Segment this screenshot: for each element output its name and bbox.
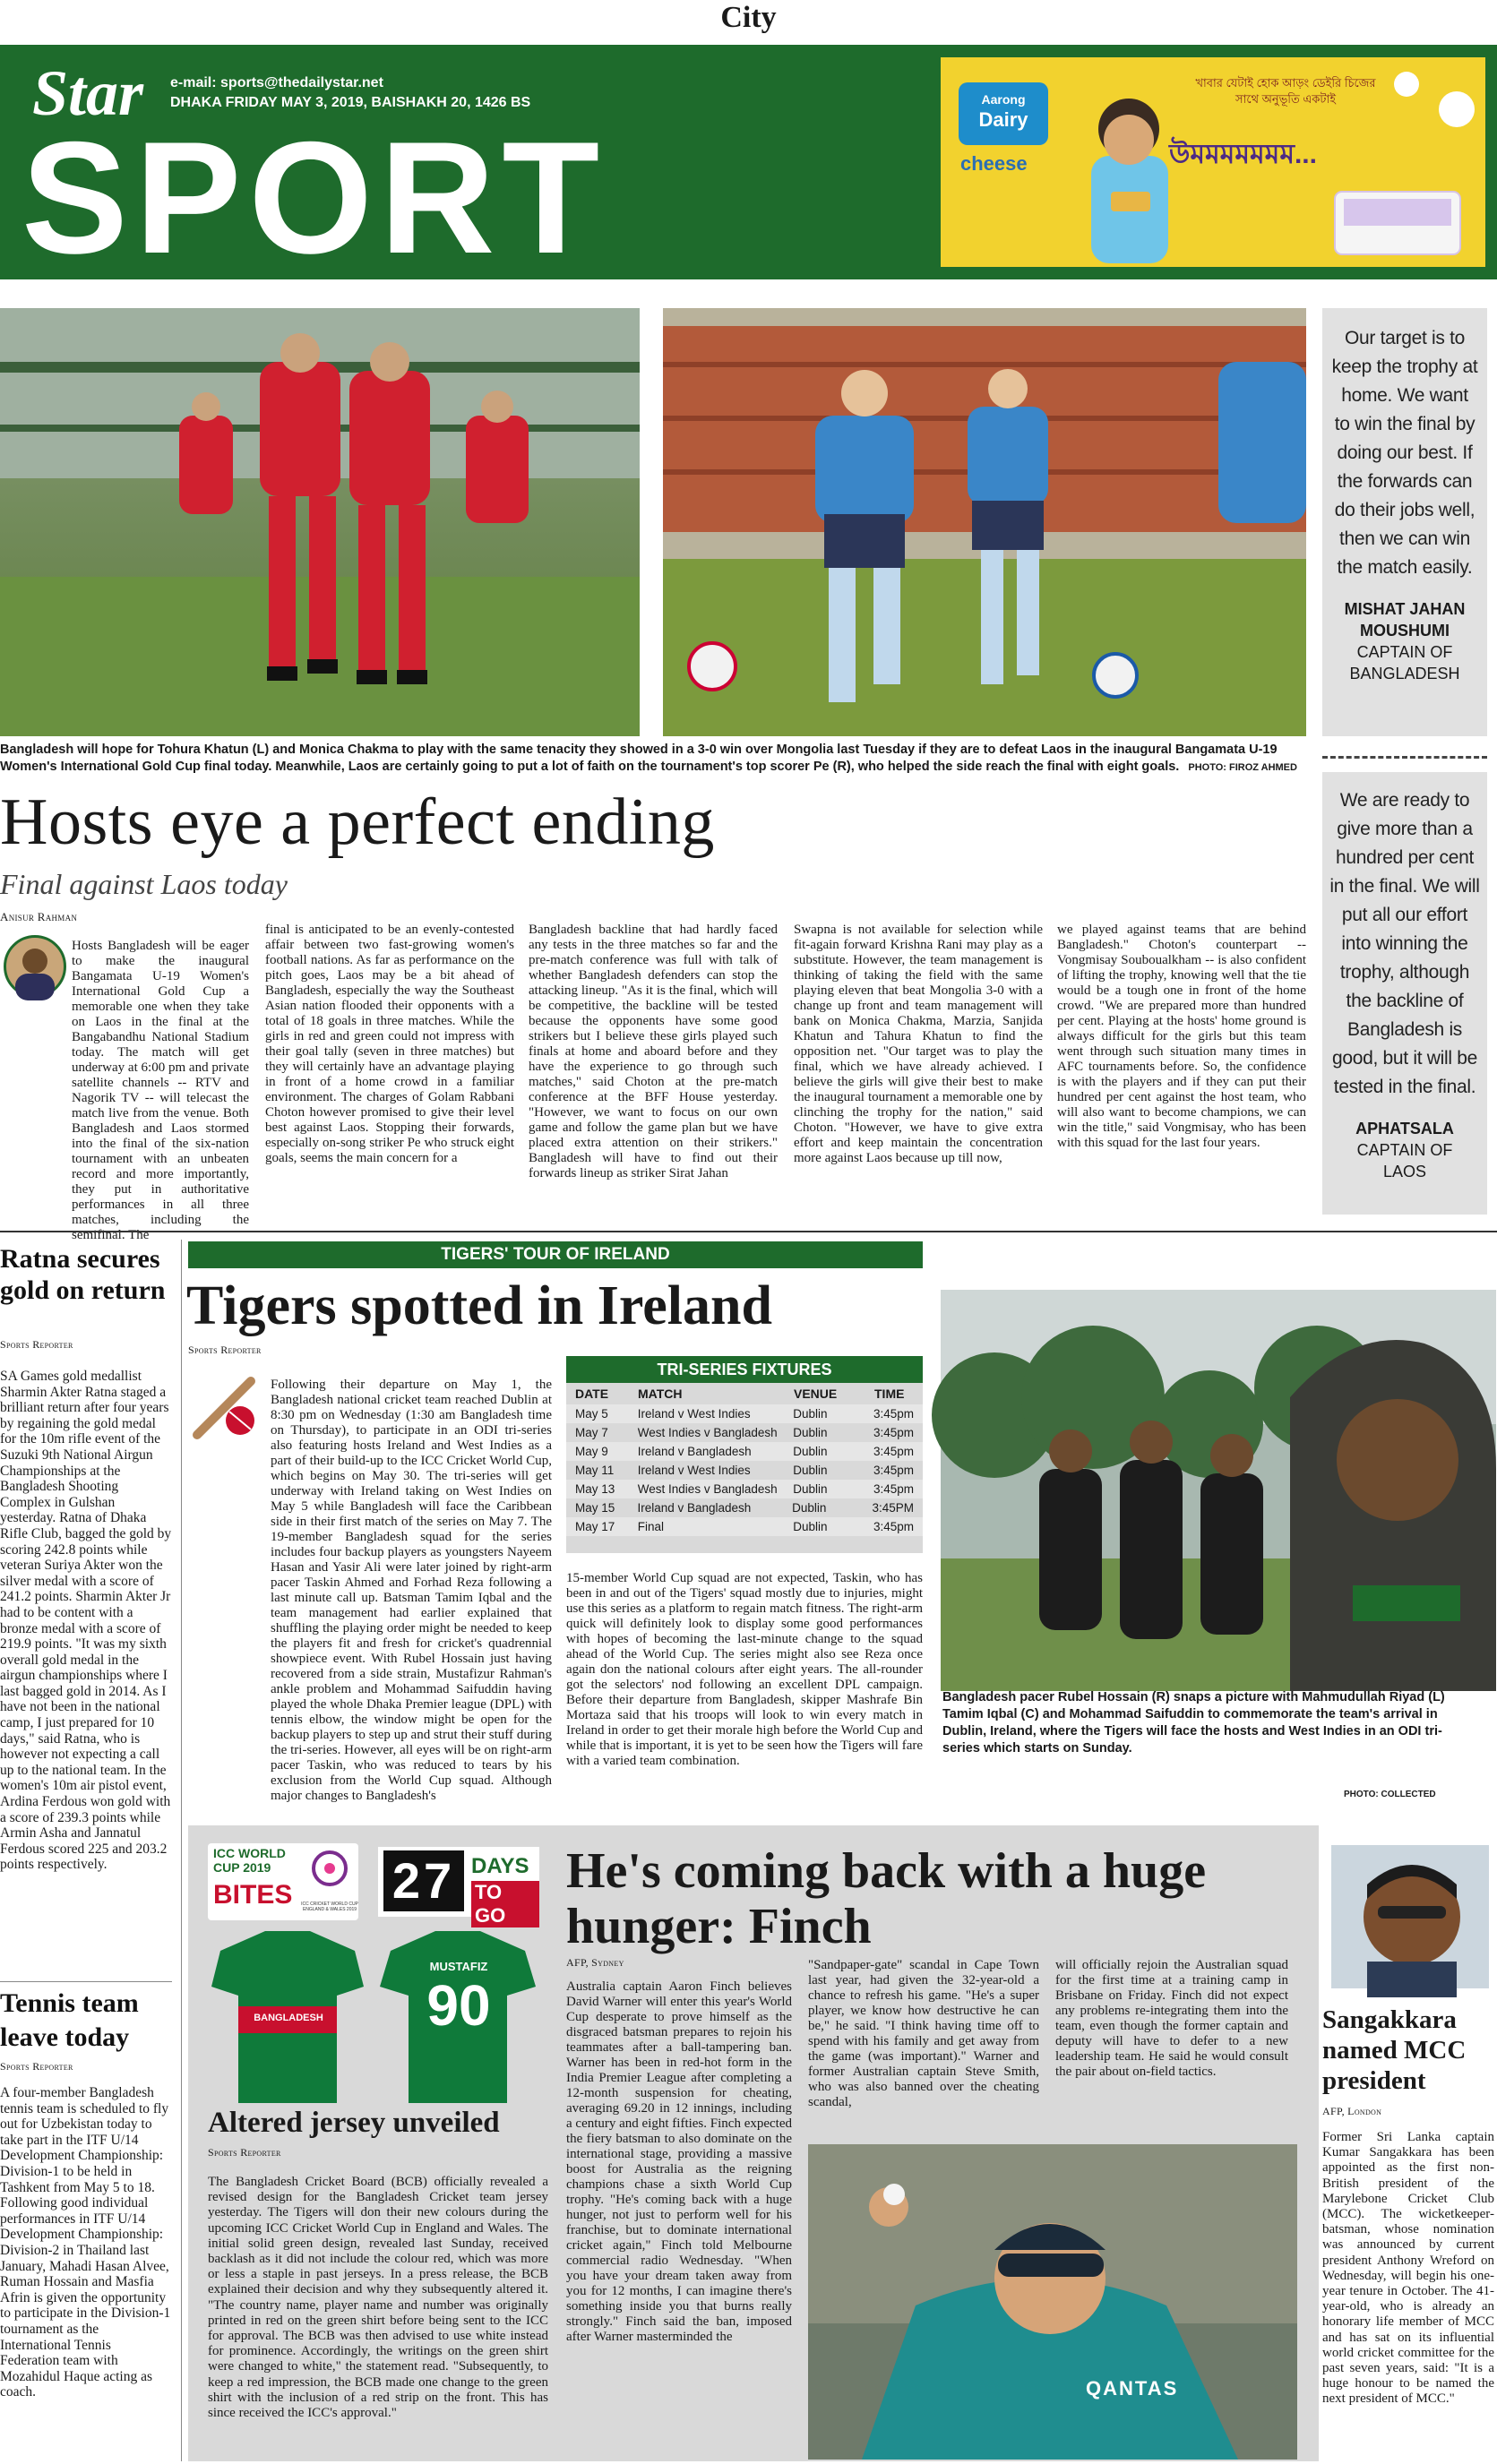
fixture-time: 3:45pm: [873, 1520, 914, 1533]
fixtures-row: [566, 1480, 923, 1498]
wc-event-label: ICC CRICKET WORLD CUP ENGLAND & WALES 2019: [301, 1902, 358, 1912]
tigers-col-1: [188, 1378, 552, 1815]
fixture-time: 3:45pm: [873, 1445, 914, 1458]
fixture-date: May 17: [575, 1520, 615, 1533]
finch-byline: AFP, Sydney: [566, 1956, 624, 1969]
ratna-headline: Ratna secures gold on return: [0, 1244, 166, 1305]
lead-col-2: [265, 923, 514, 1200]
finch-col-3: [1055, 1958, 1288, 2133]
fixture-match: Ireland v West Indies: [637, 1464, 751, 1477]
fixture-match: West Indies v Bangladesh: [637, 1482, 778, 1496]
fixtures-col-time: TIME: [874, 1387, 905, 1401]
ratna-byline: Sports Reporter: [0, 1338, 73, 1351]
lead-col-4: [794, 923, 1043, 1209]
fixture-time: 3:45pm: [873, 1464, 914, 1477]
photo-tigers-selfie: [941, 1290, 1496, 1691]
fixtures-row: [566, 1404, 923, 1423]
finch-col-3-text: will officially rejoin the Australian squad for the first time at a training camp in Brisbane on Friday. Finch did not expect any problems re-integrating them into the team, even though the former captain and deputy will have to defer to a new leadership team. He said he would consult the pair about on-field tactics.: [1055, 1958, 1288, 2079]
jersey-name: MUSTAFIZ: [429, 1960, 488, 1973]
finch-col-2: [808, 1958, 1039, 2133]
fixture-time: 3:45pm: [873, 1426, 914, 1439]
tigers-photo-credit: PHOTO: COLLECTED: [1344, 1790, 1436, 1799]
fixture-venue: Dublin: [793, 1464, 828, 1477]
edition-label: City: [720, 1, 777, 34]
lead-col-3: [529, 923, 778, 1209]
fixture-date: May 13: [575, 1482, 615, 1496]
quote-panel-laos: [1322, 772, 1487, 1215]
jersey-front-label: BANGLADESH: [254, 2013, 323, 2023]
fixture-date: May 5: [575, 1407, 608, 1421]
tigers-headline: Tigers spotted in Ireland: [186, 1275, 772, 1336]
quote-laos-text: We are ready to give more than a hundred per cent in the final. We will put all our effort into winning the trophy, although the backline of Bangladesh is good, but it will be tested in the final.: [1329, 790, 1480, 1097]
lead-photo-caption: [0, 742, 1306, 777]
quote-panel-bangladesh: [1322, 308, 1487, 736]
ad-brand-top: Aarong: [981, 92, 1026, 107]
fixture-match: Ireland v Bangladesh: [637, 1445, 752, 1458]
quote-laos-name: APHATSALA: [1355, 1120, 1454, 1138]
fixture-match: Ireland v Bangladesh: [637, 1501, 752, 1515]
sanga-photo: [1331, 1845, 1489, 1988]
tigers-kicker: TIGERS' TOUR OF IRELAND: [188, 1241, 923, 1268]
fixtures-col-venue: VENUE: [794, 1387, 838, 1401]
lead-col-3-text: Bangladesh backline that had hardly faced any tests in the three matches so far and the pre-match conference was full with talk of whether Bangladesh defenders can stop the attacking lineup. "As it is the final, which will be competitive, the backline will be tested because the opponents have some good strikers but I believe these girls played such finals at home and aboard before and they have the experience to go through such matches," said Choton at the pre-match conference at the BFF House yesterday. "However, we want to focus on our own game and follow the game plan but we have placed extra attention on their strikers." Bangladesh will have to find out their forwards lineup as striker Sirat Jahan: [529, 923, 778, 1180]
quote-divider: [1322, 756, 1487, 759]
lead-col-1: [0, 939, 249, 1242]
photo-bangladesh-players: [0, 308, 640, 736]
ratna-body: SA Games gold medallist Sharmin Akter Ratna staged a brilliant return after four years by regaining the gold medal for the 10m rifle event of the Suzuki 9th National Airgun Championships at the Bangladesh Shooting Complex in Gulshan yesterday. Ratna of Dhaka Rifle Club, bagged the gold by scoring 242.8 points while veteran Suriya Akter won the silver medal with a score of 241.2 points. Sharmin Akter Jr had to be content with a bronze medal with a score of 219.9 points. "It was my sixth overall gold medal in the airgun championships where I last bagged gold in 2014. As I have not been in the national camp, I just prepared for 10 days," said Ratna, who is however not expecting a call up to the national team. In the women's 10m air pistol event, Ardina Ferdous won gold with a score of 239.3 points while Armin Asha and Jannatul Ferdous scored 225 and 203.2 points respectively.: [0, 1369, 172, 1873]
countdown-to-go: TO GO: [471, 1881, 539, 1927]
countdown-box[interactable]: [378, 1847, 539, 1927]
fixtures-header-row: [566, 1383, 923, 1404]
fixtures-col-match: MATCH: [638, 1387, 683, 1401]
fixture-venue: Dublin: [793, 1482, 828, 1496]
ad-product: cheese: [960, 152, 1028, 175]
lead-byline: Anisur Rahman: [0, 910, 78, 923]
sanga-photo-art: [1331, 1845, 1489, 1988]
section-divider: [0, 1231, 1497, 1232]
lead-col-1-text: Hosts Bangladesh will be eager to make the inaugural Bangamata U-19 Women's International Gold Cup a memorable one when they take on Laos in the final at the Bangabandhu National Stadium today. The match will get underway at 6:00 pm and private satellite channels -- RTV and Nagorik TV -- will telecast the match live from the venue. Both Bangladesh and Laos stormed into the final of the six-nation tournament with an unbeaten record and more importantly, they put in authoritative performances in all three matches, including the semifinal. The: [72, 939, 249, 1242]
tennis-rule: [0, 1981, 172, 1982]
tennis-body: A four-member Bangladesh tennis team is scheduled to fly out for Uzbekistan today to take part in the ITF U/14 Development Championship: Division-1 to be held in Tashkent from May 5 to 18. Following good individual performances in ITF U/14 Development Championship: Division-2 in Thailand last January, Mahadi Hasan Alvee, Ruman Hossain and Masfia Afrin is given the opportunity to participate in the Division-1 tournament as the International Tennis Federation team with Mozahidul Haque acting as coach.: [0, 2085, 171, 2400]
photo-bangladesh-art: [0, 308, 640, 736]
lead-subhead: Final against Laos today: [0, 868, 288, 900]
fixtures-row: [566, 1461, 923, 1480]
fixtures-row: [566, 1442, 923, 1461]
fixture-date: May 7: [575, 1426, 608, 1439]
countdown-days: DAYS: [471, 1854, 529, 1878]
fixture-venue: Dublin: [793, 1407, 828, 1421]
jersey-number: 90: [426, 1973, 491, 2038]
tigers-col-1-text: Following their departure on May 1, the Bangladesh national cricket team reached Dublin at 8:30 pm on Wednesday (1:30 am Bangladesh time on Thursday), to participate in an ODI tri-series also featuring hosts Ireland and West Indies as a part of their build-up to the ICC Cricket World Cup, which begins on May 30. The tri-series will get underway with Ireland taking on West Indies on May 5 while Bangladesh will face the Caribbean side in their first match of the series on May 7. The 19-member Bangladesh squad for the series includes four backup players as youngsters Nayeem Hasan and Yasir Ali were later joined by right-arm pacer Taskin Ahmed and Forhad Reza following a last minute call up. Batsman Tamim Iqbal and the team management had earlier explained that shuffling the playing order might be needed to keep the players fit and fresh for cricket's quadrennial showpiece event. With Rubel Hossain just having recovered from a side strain, Mustafizur Rahman's ankle problem and Mohammad Saifuddin having played the whole Dhaka Premier league (DPL) with tennis elbow, the window might be open for the backup players to step up and strut their stuff during the tri-series. However, all eyes will be on right-arm pacer Taskin, who was reduced to tears by his exclusion from the World Cup squad. Although major changes to Bangladesh's: [271, 1378, 552, 1803]
photo-finch: [808, 2144, 1297, 2460]
masthead-dateline: DHAKA FRIDAY MAY 3, 2019, BAISHAKH 20, 1426 BS: [170, 95, 531, 110]
finch-col-1-text: Australia captain Aaron Finch believes David Warner will enter this year's World Cup desperate to prove himself as the disgraced batsman prepares to rejoin his teammates after a ball-tampering ban. Warner has been in red-hot form in the India Premier League after completing a 12-month suspension for cheating, averaging 69.20 in 12 innings, including a century and eight fifties. Finch expected the fiery batsman to also dominate on the international stage, providing a massive boost for Australia as the reigning champions chase a sixth World Cup trophy. "He's coming back with a huge hunger, not just to perform well for his franchise, but to dominate international cricket again," Finch told Melbourne commercial radio Wednesday. "When you have your dream taken away from you for 12 months, I can imagine there's something inside you that burns really strongly." Finch said the ban, imposed after Warner masterminded the: [566, 1979, 792, 2344]
masthead-sport: SPORT: [22, 108, 607, 287]
photo-laos-art: [663, 308, 1306, 736]
masthead-star-logo: Star: [32, 57, 144, 129]
fixture-match: Final: [637, 1520, 665, 1533]
ad-slogan: উমমমমমমম...: [1169, 140, 1317, 169]
finch-headline: He's coming back with a huge hunger: Finch: [566, 1843, 1207, 1954]
ad-brand-bottom: Dairy: [978, 108, 1028, 131]
quote-bangladesh-role: CAPTAIN OF BANGLADESH: [1349, 643, 1460, 683]
ad-tagline: খাবার যেটাই হোক আড়ং ডেইরি চিজের সাথে অনুভূতি একটাই: [1195, 76, 1376, 106]
lead-col-2-text: final is anticipated to be an evenly-contested affair between two fast-growing women's football nations. As far as performance on the pitch goes, Laos may be a bit ahead of Bangladesh, especially the way the Southeast Asian nation flooded their opponents with a total of 18 goals in three matches. While the girls in red and green could not impress with their goal tally (seven in three matches) but they will certainly have an advantage playing in front of a home crowd in a familiar environment. The charges of Golam Rabbani Choton however promised to give their level best against Laos. Stopping their forwards, especially on-song striker Pe who struck eight goals, seems the main concern for a: [265, 923, 514, 1165]
fixtures-title: TRI-SERIES FIXTURES: [566, 1356, 923, 1383]
jersey-image: [202, 1924, 552, 2108]
sanga-headline: Sangakkara named MCC president: [1322, 2005, 1467, 2095]
fixtures-row: [566, 1498, 923, 1517]
quote-bangladesh-name: MISHAT JAHAN MOUSHUMI: [1344, 600, 1466, 640]
fixture-venue: Dublin: [793, 1445, 828, 1458]
fixture-time: 3:45PM: [872, 1501, 914, 1515]
fixture-venue: Dublin: [793, 1426, 828, 1439]
masthead-email: e-mail: sports@thedailystar.net: [170, 75, 383, 90]
fixtures-table: [566, 1356, 923, 1553]
countdown-number: 27: [383, 1850, 464, 1911]
jersey-byline: Sports Reporter: [208, 2146, 281, 2159]
fixture-match: West Indies v Bangladesh: [637, 1426, 778, 1439]
ad-logo: [959, 82, 1048, 145]
sanga-body: Former Sri Lanka captain Kumar Sangakkara has been appointed as the first non-British president of the Marylebone Cricket Club (MCC). The wicketkeeper-batsman, whose nomination was announced by current president Anthony Wreford on Wednesday, will begin his one-year tenure in October. The 41-year-old, who is already an honorary life member of MCC and has sat on its influential world cricket committee for the past seven years, said: "It is a huge honour to be named the next president of MCC.": [1322, 2130, 1494, 2407]
photo-laos-players: [663, 308, 1306, 736]
advertisement[interactable]: [941, 57, 1485, 267]
lead-headline: Hosts eye a perfect ending: [0, 786, 715, 859]
fixture-date: May 9: [575, 1445, 608, 1458]
finch-photo-sponsor: QANTAS: [1086, 2377, 1179, 2400]
tigers-col-2-text: 15-member World Cup squad are not expected, Taskin, who has been in and out of the Tigers' squad mostly due to injuries, might use this series as a platform to regain match fitness. The right-arm quick will definitely look to display some good performances with hopes of becoming the last-minute change to the squad ahead of the World Cup. The series might also see Reza once again don the national colours after eight years. The all-rounder got the selectors' nod following an excellent DPL campaign. Before their departure from Bangladesh, skipper Mashrafe Bin Mortaza said that his troops will look to win every match in Ireland in order to get their morale high before the World Cup and while that is important, it is yet to be seen how the Tigers will fare with a varied team combination.: [566, 1571, 923, 1768]
masthead: [0, 45, 1497, 287]
tigers-byline: Sports Reporter: [188, 1344, 262, 1356]
fixtures-row: [566, 1517, 923, 1536]
fixture-date: May 15: [575, 1501, 615, 1515]
wc-line2: CUP 2019: [213, 1860, 271, 1875]
finch-col-1: [566, 1979, 792, 2460]
quote-bangladesh-text: Our target is to keep the trophy at home. We want to win the final by doing our best. If the forwards can do their jobs well, then we can win the match easily.: [1331, 328, 1478, 578]
fixture-date: May 11: [575, 1464, 615, 1477]
lead-photo-caption-text: Bangladesh will hope for Tohura Khatun (L) and Monica Chakma to play with the same tenacity they showed in a 3-0 win over Mongolia last Tuesday if they are to defeat Laos in the inaugural Bangamata U-19 Women's International Gold Cup final today. Meanwhile, Laos are certainly going to put a lot of faith on the tournament's top scorer Pe (R), who helped the side reach the final with eight goals.: [0, 743, 1278, 774]
column-rule: [181, 1240, 182, 2461]
tennis-headline: Tennis team leave today: [0, 1988, 139, 2052]
fixture-time: 3:45pm: [873, 1482, 914, 1496]
finch-photo-art: [808, 2144, 1297, 2460]
jersey-body: The Bangladesh Cricket Board (BCB) officially revealed a revised design for the Bangladesh Cricket team jersey yesterday. The Tigers will don their new colours during the upcoming ICC Cricket World Cup in England and Wales. The initial solid green design, revealed last Sunday, received backlash as it did not include the colour red, which was more or less a staple in past jerseys. In a press release, the BCB explained their decision and why they subsequently altered it. "The country name, player name and number was originally printed in red on the green shirt before being sent to the ICC for approval. The BCB was then advised to use white instead for prominence. Accordingly, the writings on the green shirt were changed to white," the statement read. "Subsequently, to keep a red impression, the BCB made one change to the green shirt with the inclusion of a red strip on the front. This has since received the ICC's approval.": [208, 2175, 548, 2421]
tigers-col-2: [566, 1571, 923, 1818]
fixture-match: Ireland v West Indies: [637, 1407, 751, 1421]
fixture-time: 3:45pm: [873, 1407, 914, 1421]
jersey-headline: Altered jersey unveiled: [208, 2107, 500, 2139]
fixture-venue: Dublin: [793, 1520, 828, 1533]
tigers-photo-art: [941, 1290, 1496, 1691]
fixtures-row: [566, 1423, 923, 1442]
lead-col-4-text: Swapna is not available for selection while fit-again forward Krishna Rani may play as a substitute. However, the team management is thinking of taking the field with the same playing eleven that beat Mongolia 3-0 with a change up front and team management will bank on Monica Chakma, Marzia, Sanjida Khatun and Tahura Khatun to find the opposition net. "Our target was to play the final, which we have already achieved. I believe the girls will give their best to make the inaugural tournament a memorable one by clinching the trophy for the nation," said Choton. "However, we have to give extra effort and keep maintain the concentration more against Laos because up till now,: [794, 923, 1043, 1165]
fixtures-col-date: DATE: [575, 1387, 609, 1401]
wc-line1: ICC WORLD: [213, 1846, 286, 1860]
finch-col-2-text: "Sandpaper-gate" scandal in Cape Town last year, had given the 32-year-old a chance to refresh his game. "He's a super player, we know how destructive he can be," he said. "I think having time off to spend with his family and get away from the game (was important)." Warner and former Australian captain Steve Smith, who was also banned over the cheating scandal,: [808, 1958, 1039, 2109]
sanga-byline: AFP, London: [1322, 2105, 1382, 2117]
fixture-venue: Dublin: [792, 1501, 827, 1515]
fixtures-rows: [566, 1404, 923, 1536]
tigers-photo-caption: Bangladesh pacer Rubel Hossain (R) snaps a picture with Mahmudullah Riyad (L) Tamim Iqbal (C) and Mohammad Saifuddin to commemorate the team's arrival in Dublin, Ireland, where the Tigers will face the hosts and West Indies in an ODI tri-series which starts on Sunday.: [942, 1690, 1445, 1756]
lead-col-5: [1057, 923, 1306, 1209]
wc-event-logo: [301, 1847, 358, 1919]
lead-photo-credit: PHOTO: FIROZ AHMED: [1188, 762, 1297, 773]
tennis-byline: Sports Reporter: [0, 2060, 73, 2073]
quote-laos-role: CAPTAIN OF LAOS: [1356, 1141, 1453, 1180]
wc-bites: BITES: [213, 1880, 293, 1910]
lead-col-5-text: we played against teams that are behind Bangladesh." Choton's counterpart -- Vongmisay Souboualkham -- is also confident of lifting the trophy, knowing well that the tie would be a tough one in front of the home crowd. "We are prepared more than hundred per cent. Playing at the hosts' home ground is always difficult for the girls but this team went through such situation many times in AFC tournaments before. So, the confidence is with the players and if they can put their hundred per cent against the host team, who will also want to become champions, we can win the title," said Vongmisay, who has been with this squad for the last four years.: [1057, 923, 1306, 1150]
